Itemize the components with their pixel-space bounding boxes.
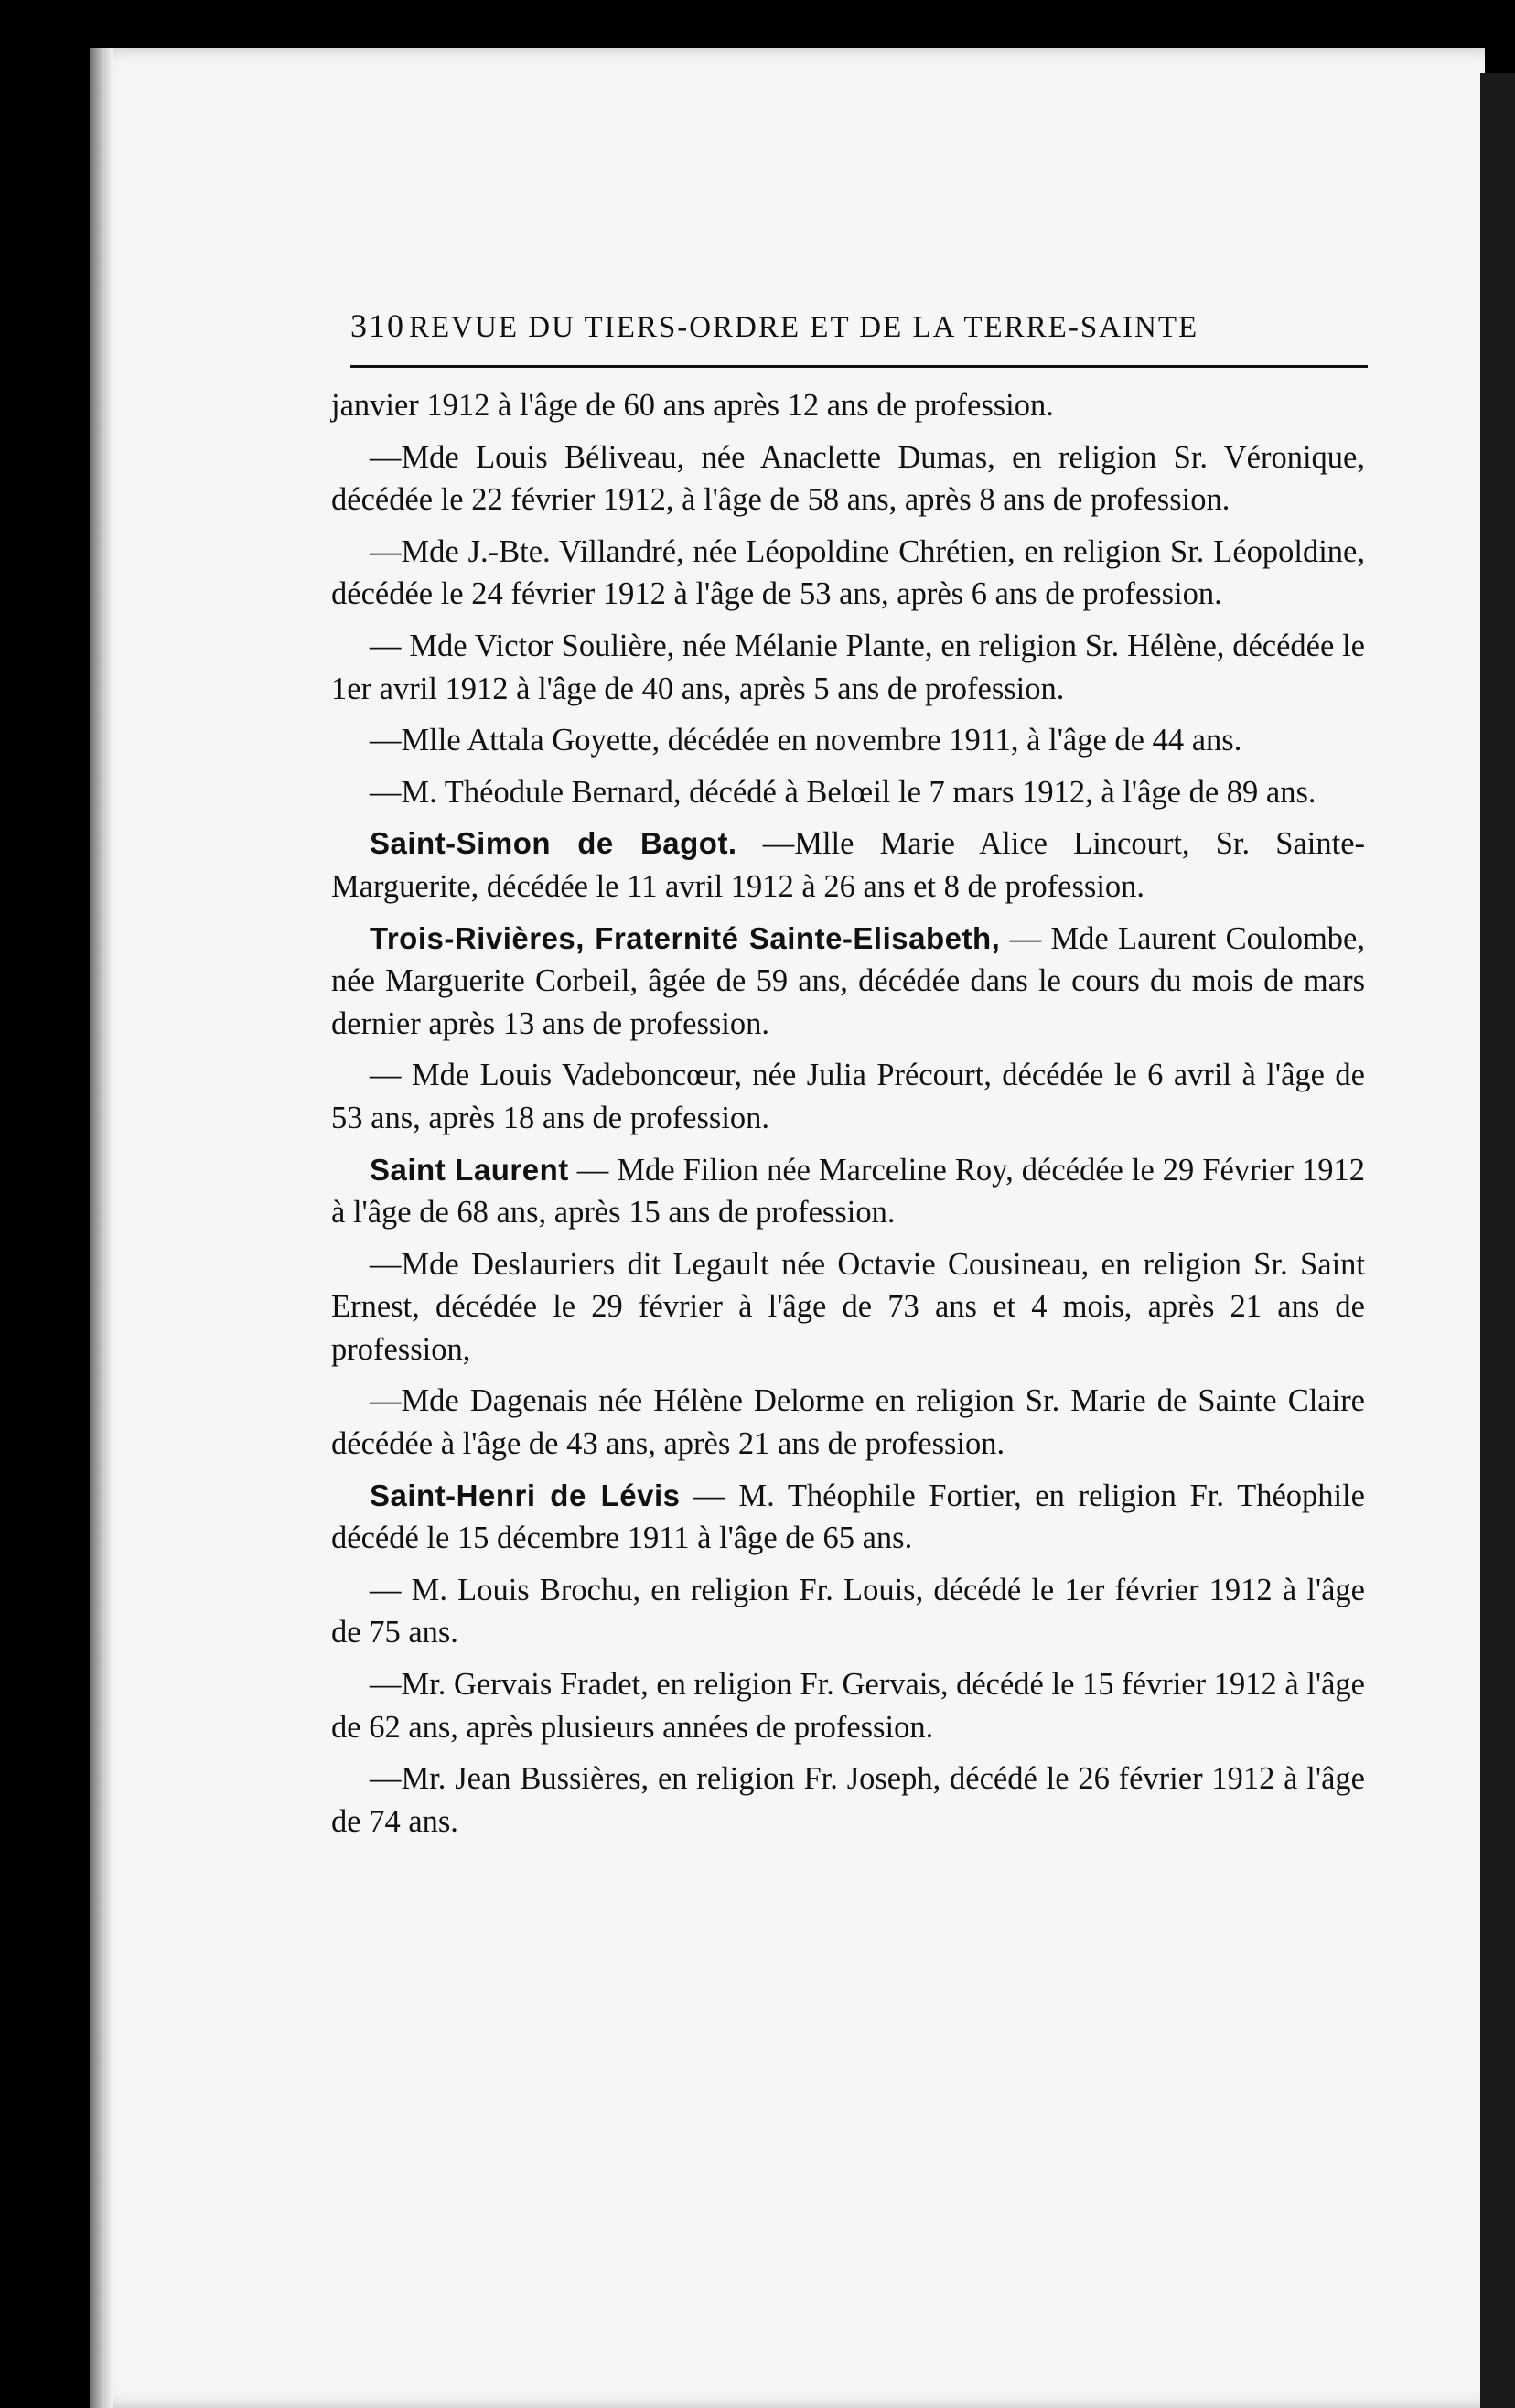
paragraph-text: —Mlle Attala Goyette, décédée en novembre 1911, à l'âge de 44 ans. — [370, 723, 1242, 758]
page-number: 310 — [350, 307, 405, 344]
paragraph — [331, 531, 1365, 616]
paragraph — [331, 1054, 1365, 1139]
paragraph-text: —Mde Deslauriers dit Legault née Octavie Cousineau, en religion Sr. Saint Ernest, décédée le 29 février à l'âge de 73 ans et 4 mois, après 21 ans de profession, — [331, 1246, 1365, 1367]
paragraph — [331, 771, 1365, 814]
paragraph-text: — Mde Louis Vadeboncœur, née Julia Précourt, décédée le 6 avril à l'âge de 53 ans, après 18 ans de profession. — [331, 1058, 1365, 1135]
running-header — [350, 306, 1366, 345]
paragraph — [331, 625, 1365, 710]
paragraph — [331, 1475, 1365, 1560]
facing-page-edge — [1480, 73, 1515, 2408]
paragraph — [331, 384, 1365, 427]
paragraph-text: —M. Théodule Bernard, décédé à Belœil le 7 mars 1912, à l'âge de 89 ans. — [370, 774, 1316, 810]
paragraph — [331, 1149, 1365, 1234]
parish-heading: Saint-Simon de Bagot. — [370, 826, 737, 861]
parish-heading: Trois-Rivières, Fraternité Sainte-Elisabeth, — [370, 920, 1001, 955]
page-binding-edge — [90, 48, 113, 2408]
paragraph-text: —Mde Louis Béliveau, née Anaclette Dumas, en religion Sr. Véronique, décédée le 22 février 1912, à l'âge de 58 ans, après 8 ans de profession. — [331, 439, 1365, 518]
paragraph-text: — Mde Victor Soulière, née Mélanie Plante, en religion Sr. Hélène, décédée le 1er avril 1912 à l'âge de 40 ans, après 5 ans de profession. — [331, 628, 1365, 706]
paragraph-text: — M. Louis Brochu, en religion Fr. Louis, décédé le 1er février 1912 à l'âge de 75 ans. — [331, 1572, 1365, 1650]
paragraph — [331, 1380, 1365, 1465]
paragraph — [331, 1243, 1365, 1371]
paragraph — [331, 436, 1365, 521]
header-rule — [350, 365, 1368, 368]
paragraph-text: — M. Théophile Fortier, en religion Fr. Théophile décédé le 15 décembre 1911 à l'âge de 65 ans. — [331, 1478, 1365, 1556]
paragraph-text: —Mde Dagenais née Hélène Delorme en religion Sr. Marie de Sainte Claire décédée à l'âge de 43 ans, après 21 ans de profession. — [331, 1383, 1365, 1462]
paragraph-text: —Mlle Marie Alice Lincourt, Sr. Sainte-Marguerite, décédée le 11 avril 1912 à 26 ans et 8 de profession. — [331, 826, 1365, 904]
paragraph-text: — Mde Filion née Marceline Roy, décédée le 29 Février 1912 à l'âge de 68 ans, après 15 ans de profession. — [331, 1152, 1365, 1231]
paragraph — [331, 1663, 1365, 1748]
paragraph — [331, 822, 1365, 908]
parish-heading: Saint Laurent — [370, 1152, 569, 1187]
paragraph-text: janvier 1912 à l'âge de 60 ans après 12 ans de profession. — [331, 388, 1054, 423]
paragraph-text: —Mr. Jean Bussières, en religion Fr. Joseph, décédé le 26 février 1912 à l'âge de 74 ans. — [331, 1761, 1365, 1839]
paragraph — [331, 719, 1365, 762]
paragraph-text: — Mde Laurent Coulombe, née Marguerite Corbeil, âgée de 59 ans, décédée dans le cours du mois de mars dernier après 13 ans de profession. — [331, 920, 1365, 1041]
paragraph — [331, 1569, 1365, 1654]
obituary-text — [331, 384, 1365, 1852]
paragraph-text: —Mde J.-Bte. Villandré, née Léopoldine Chrétien, en religion Sr. Léopoldine, décédée le 24 février 1912 à l'âge de 53 ans, après 6 ans de profession. — [331, 533, 1365, 612]
paragraph — [331, 918, 1365, 1046]
paragraph-text: —Mr. Gervais Fradet, en religion Fr. Gervais, décédé le 15 février 1912 à l'âge de 62 ans, après plusieurs années de profession. — [331, 1667, 1365, 1745]
parish-heading: Saint-Henri de Lévis — [370, 1478, 681, 1512]
paragraph — [331, 1758, 1365, 1843]
running-title: REVUE DU TIERS-ORDRE ET DE LA TERRE-SAINTE — [409, 311, 1199, 344]
